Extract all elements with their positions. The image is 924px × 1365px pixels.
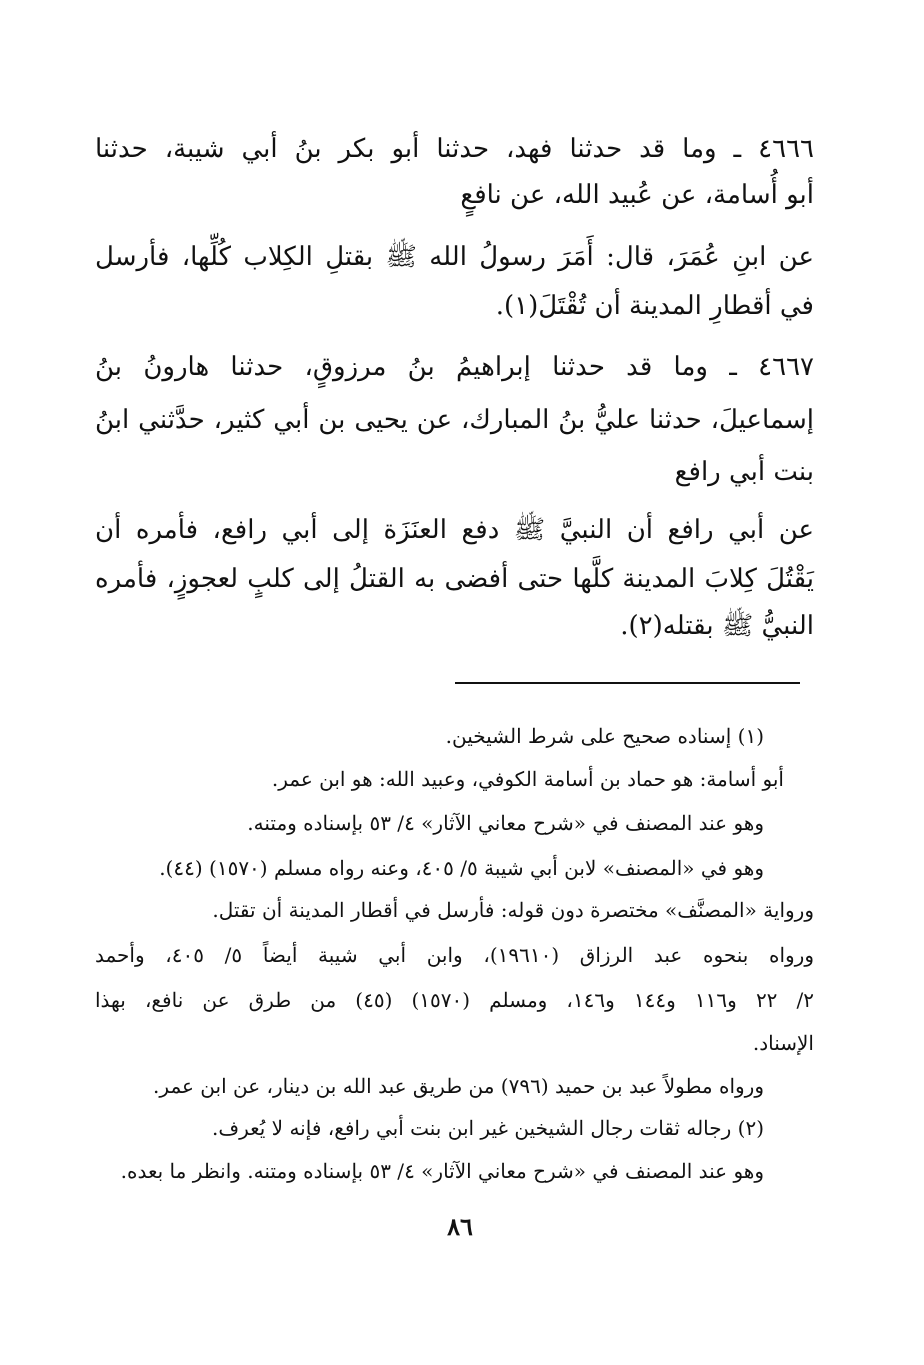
- hadith-4667-line-5: يَقْتُلَ كِلابَ المدينة كلَّها حتى أفضى به القتلُ إلى كلبٍ لعجوزٍ، فأمره: [95, 564, 814, 594]
- hadith-4667-line-4: عن أبي رافع أن النبيَّ ﷺ دفع العنَزَة إلى أبي رافع، فأمره أن: [95, 515, 814, 545]
- footnote-line-2: أبو أسامة: هو حماد بن أسامة الكوفي، وعبيد الله: هو ابن عمر.: [271, 767, 784, 791]
- footnote-line-1: (١) إسناده صحيح على شرط الشيخين.: [445, 724, 764, 748]
- footnote-line-8: الإسناد.: [752, 1031, 814, 1055]
- footnote-line-5: ورواية «المصنَّف» مختصرة دون قوله: فأرسل في أقطار المدينة أن تقتل.: [212, 898, 814, 922]
- hadith-4666-line-2: أبو أُسامة، عن عُبيد الله، عن نافعٍ: [460, 180, 814, 210]
- footnote-line-10: (٢) رجاله ثقات رجال الشيخين غير ابن بنت أبي رافع، فإنه لا يُعرف.: [211, 1116, 764, 1140]
- hadith-4666-line-1: ٤٦٦٦ ـ وما قد حدثنا فهد، حدثنا أبو بكر بنُ أبي شيبة، حدثنا: [95, 134, 814, 164]
- hadith-4667-line-6: النبيُّ ﷺ بقتله(٢).: [620, 611, 814, 641]
- page-number: ٨٦: [447, 1212, 473, 1241]
- footnote-line-6: ورواه بنحوه عبد الرزاق (١٩٦١٠)، وابن أبي شيبة أيضاً ٥/ ٤٠٥، وأحمد: [95, 943, 814, 967]
- hadith-4667-line-1: ٤٦٦٧ ـ وما قد حدثنا إبراهيمُ بنُ مرزوقٍ، حدثنا هارونُ بنُ: [95, 352, 814, 382]
- footnote-line-7: ٢/ ٢٢ و١١٦ و١٤٤ و١٤٦، ومسلم (١٥٧٠) (٤٥) من طرق عن نافع، بهذا: [95, 988, 815, 1012]
- hadith-4667-line-2: إسماعيلَ، حدثنا عليُّ بنُ المبارك، عن يحيى بن أبي كثير، حدَّثني ابنُ: [95, 405, 814, 435]
- hadith-4667-line-3: بنت أبي رافع: [674, 457, 814, 487]
- footnote-line-11: وهو عند المصنف في «شرح معاني الآثار» ٤/ ٥٣ بإسناده ومتنه. وانظر ما بعده.: [120, 1159, 764, 1183]
- footnote-divider: [455, 682, 800, 684]
- footnote-line-9: ورواه مطولاً عبد بن حميد (٧٩٦) من طريق عبد الله بن دينار، عن ابن عمر.: [153, 1074, 764, 1098]
- footnote-line-3: وهو عند المصنف في «شرح معاني الآثار» ٤/ ٥٣ بإسناده ومتنه.: [247, 811, 764, 835]
- hadith-4666-line-3: عن ابنِ عُمَرَ، قال: أَمَرَ رسولُ الله ﷺ بقتلِ الكِلاب كُلِّها، فأرسل: [95, 242, 814, 272]
- hadith-4666-line-4: في أقطارِ المدينة أن تُقْتَلَ(١).: [495, 291, 814, 321]
- footnote-line-4: وهو في «المصنف» لابن أبي شيبة ٥/ ٤٠٥، وعنه رواه مسلم (١٥٧٠) (٤٤).: [159, 856, 764, 880]
